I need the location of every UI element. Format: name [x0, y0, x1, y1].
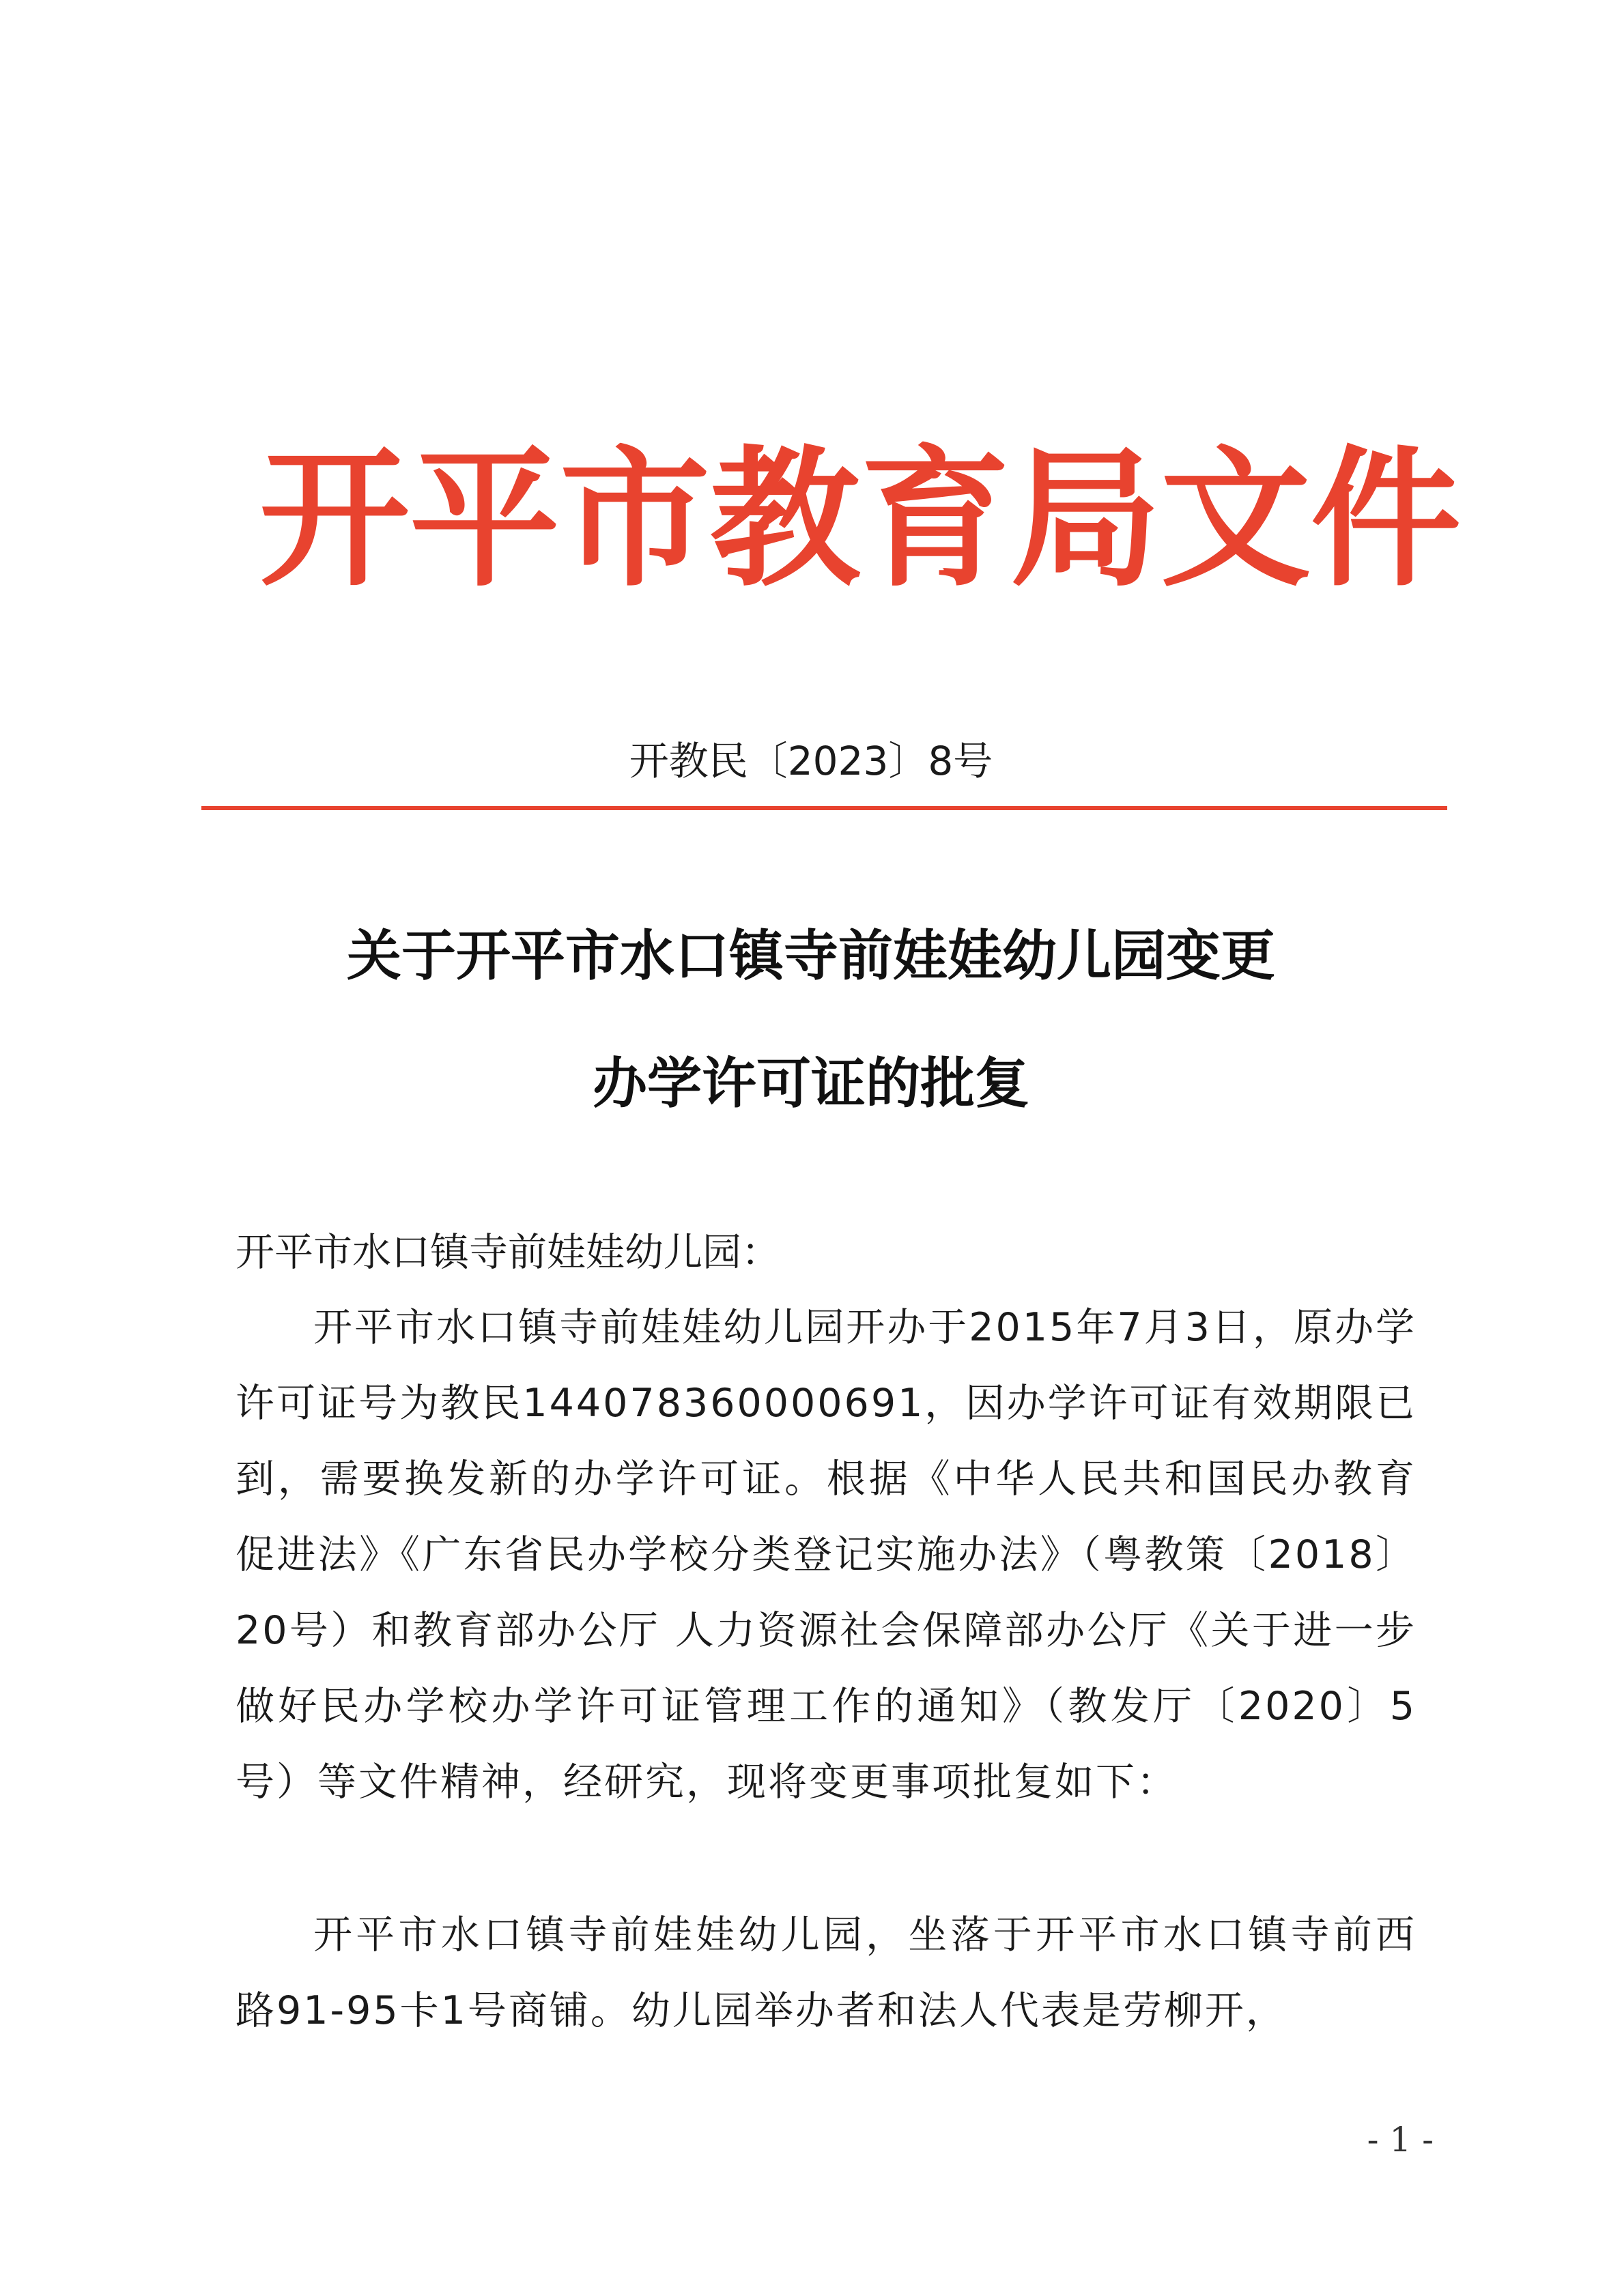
salutation: 开平市水口镇寺前娃娃幼儿园： [236, 1230, 780, 1275]
document-subject-line-2: 办学许可证的批复 [593, 1051, 1029, 1115]
issuing-authority-header: 开平市教育局文件 [259, 430, 1462, 607]
body-paragraph-1: 开平市水口镇寺前娃娃幼儿园开办于2015年7月3日，原办学许可证号为教民144078360000691，因办学许可证有效期限已到，需要换发新的办学许可证。根据《中华人民共和国民办教育促进法》《广东省民办学校分类登记实施办法》（粤教策〔2018〕20号）和教育部办公厅 人力资源社会保障部办公厅《关于进一步做好民办学校办学许可证管理工作的通知》（教发厅〔2020〕5号）等文件精神，经研究，现将变更事项批复如下： [236, 1305, 1417, 1805]
body-paragraph-2: 开平市水口镇寺前娃娃幼儿园，坐落于开平市水口镇寺前西路91-95卡1号商铺。幼儿园举办者和法人代表是劳柳开， [236, 1912, 1417, 2033]
page-number: - 1 - [1367, 2120, 1434, 2159]
document-number: 开教民〔2023〕8号 [629, 738, 993, 784]
red-separator-line [201, 806, 1447, 810]
document-subject-line-1: 关于开平市水口镇寺前娃娃幼儿园变更 [347, 923, 1275, 988]
